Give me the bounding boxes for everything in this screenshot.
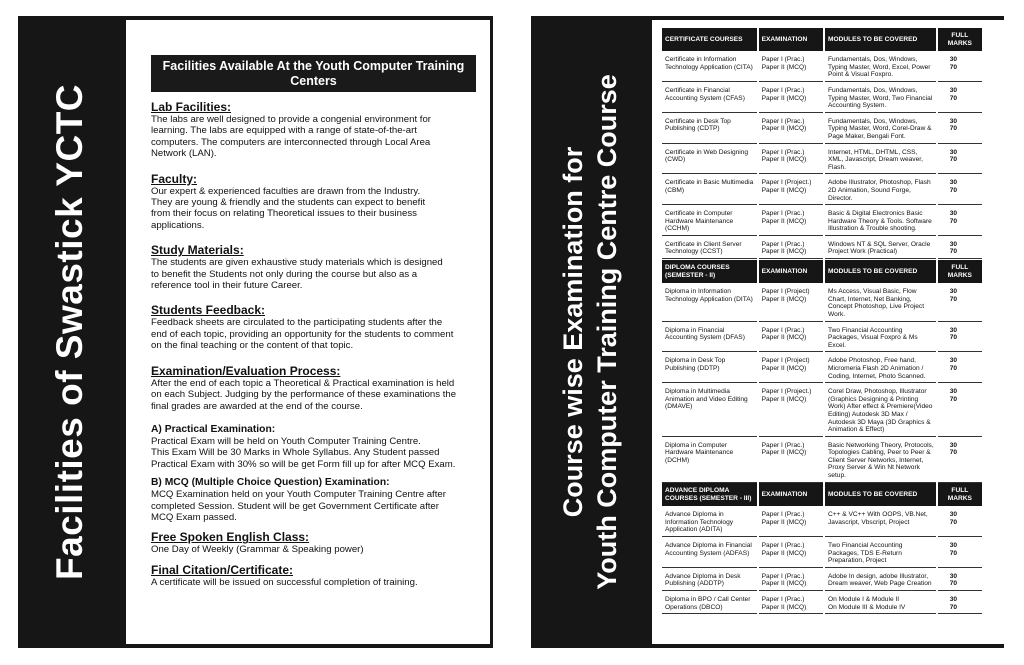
course-name-cell: Certificate in Information Technology Application (CITA) xyxy=(662,53,757,82)
spoken-english-section xyxy=(151,530,472,555)
course-name-cell: Certificate in Computer Hardware Maintenance (CCHM) xyxy=(662,207,757,236)
column-header: FULL MARKS xyxy=(938,260,982,283)
column-header: FULL MARKS xyxy=(938,28,982,51)
examination-cell: Paper I (Prac.) Paper II (MCQ) xyxy=(759,570,823,591)
full-marks-cell: 30 70 xyxy=(938,176,982,205)
certificate-courses-table xyxy=(660,26,984,261)
section-text: Our expert & experienced faculties are drawn from the Industry. They are young & friendly and the students can expect to benefit from their focus on relating Theoretical issues to their business applications. xyxy=(151,185,426,231)
table-row xyxy=(662,593,982,614)
subsection-text: MCQ Examination held on your Youth Computer Training Centre after completed Session. Student will be get Government Certificate after MCQ Exam passed. xyxy=(151,489,446,523)
full-marks-cell: 30 70 xyxy=(938,115,982,144)
facilities-vertical-title-box xyxy=(18,16,123,648)
table-header-row xyxy=(662,28,982,51)
examination-cell: Paper I (Prac.) Paper II (MCQ) xyxy=(759,439,823,483)
course-name-cell: Diploma in BPO / Call Center Operations (DBCO) xyxy=(662,593,757,614)
column-header: DIPLOMA COURSES (SEMESTER - II) xyxy=(662,260,757,283)
course-name-cell: Diploma in Multimedia Animation and Video Editing (DMAVE) xyxy=(662,385,757,437)
examination-cell: Paper I (Project.) Paper II (MCQ) xyxy=(759,385,823,437)
table-header-row xyxy=(662,260,982,283)
modules-cell: Corel Draw, Photoshop, Illustrator (Graphics Designing & Printing Work) After effect & Premiere(Video Editing) Autodesk 3D Max / Autodesk 3D Maya (3D Graphics & Animation & Effect) xyxy=(825,385,936,437)
full-marks-cell: 30 70 xyxy=(938,385,982,437)
course-name-cell: Certificate in Client Server Technology (CCST) xyxy=(662,238,757,259)
examination-cell: Paper I (Prac.) Paper II (MCQ) xyxy=(759,238,823,259)
examination-cell: Paper I (Prac.) Paper II (MCQ) xyxy=(759,146,823,175)
column-header: EXAMINATION xyxy=(759,28,823,51)
course-name-cell: Diploma in Computer Hardware Maintenance (DCHM) xyxy=(662,439,757,483)
course-name-cell: Advance Diploma in Desk Publishing (ADDTP) xyxy=(662,570,757,591)
examination-cell: Paper I (Prac.) Paper II (MCQ) xyxy=(759,508,823,537)
section-text: The labs are well designed to provide a congenial environment for learning. The labs are equipped with a range of state-of-the-art computers. The computers are interconnected through Local Area Network (LAN). xyxy=(151,114,431,160)
course-name-cell: Certificate in Basic Multimedia (CBM) xyxy=(662,176,757,205)
modules-cell: Basic & Digital Electronics Basic Hardware Theory & Tools. Software Illustration & Trouble shooting. xyxy=(825,207,936,236)
full-marks-cell: 30 70 xyxy=(938,238,982,259)
full-marks-cell: 30 70 xyxy=(938,84,982,113)
table-row xyxy=(662,115,982,144)
subsection-text: Practical Exam will be held on Youth Computer Training Centre. This Exam Will be 30 Marks in Whole Syllabus. Any Student passed Practical Exam with 30% so will be get Form fill up for after MCQ Exam. xyxy=(151,435,456,470)
modules-cell: Fundamentals, Dos, Windows, Typing Master, Word, Two Financial Accounting System. xyxy=(825,84,936,113)
course-tables-content xyxy=(652,20,1004,644)
section-text: One Day of Weekly (Grammar & Speaking power) xyxy=(151,544,364,556)
full-marks-cell: 30 70 xyxy=(938,593,982,614)
table-row xyxy=(662,84,982,113)
table-row xyxy=(662,439,982,483)
column-header: MODULES TO BE COVERED xyxy=(825,260,936,283)
course-exam-panel xyxy=(531,16,1004,648)
faculty-section xyxy=(151,172,472,232)
course-name-cell: Diploma in Financial Accounting System (DFAS) xyxy=(662,324,757,353)
facilities-vertical-title: Facilities of Swastick YCTC xyxy=(49,83,91,581)
students-feedback-section xyxy=(151,303,472,351)
course-vertical-title xyxy=(556,74,624,590)
table-row xyxy=(662,508,982,537)
section-heading: Final Citation/Certificate: xyxy=(151,562,294,577)
table-row xyxy=(662,570,982,591)
mcq-exam-section xyxy=(151,477,472,523)
full-marks-cell: 30 70 xyxy=(938,53,982,82)
column-header: FULL MARKS xyxy=(938,483,982,506)
course-vertical-title-box xyxy=(531,16,649,648)
examination-cell: Paper I (Prac.) Paper II (MCQ) xyxy=(759,593,823,614)
examination-cell: Paper I (Project.) Paper II (MCQ) xyxy=(759,176,823,205)
column-header: MODULES TO BE COVERED xyxy=(825,483,936,506)
table-row xyxy=(662,354,982,383)
modules-cell: Fundamentals, Dos, Windows, Typing Master, Word, Excel, Power Point & Visual Foxpro. xyxy=(825,53,936,82)
table-row xyxy=(662,146,982,175)
course-name-cell: Certificate in Financial Accounting System (CFAS) xyxy=(662,84,757,113)
section-heading: Study Materials: xyxy=(151,243,244,258)
modules-cell: Basic Networking Theory, Protocols, Topologies Cabling, Peer to Peer & Client Server Networks, Internet, Proxy Server & Win Nt Network setup. xyxy=(825,439,936,483)
section-heading: Free Spoken English Class: xyxy=(151,530,310,545)
course-name-cell: Diploma in Information Technology Application (DITA) xyxy=(662,285,757,321)
examination-cell: Paper I (Project) Paper II (MCQ) xyxy=(759,354,823,383)
full-marks-cell: 30 70 xyxy=(938,324,982,353)
practical-exam-section xyxy=(151,424,472,470)
table-row xyxy=(662,207,982,236)
full-marks-cell: 30 70 xyxy=(938,508,982,537)
modules-cell: Ms Access, Visual Basic, Flow Chart, Internet, Net Banking, Concept Photoshop, Live Project Work. xyxy=(825,285,936,321)
section-text: A certificate will be issued on successful completion of training. xyxy=(151,576,418,588)
course-name-cell: Advance Diploma in Financial Accounting System (ADFAS) xyxy=(662,539,757,568)
column-header: EXAMINATION xyxy=(759,260,823,283)
course-vertical-title-line-1: Course wise Examination for xyxy=(558,146,588,518)
section-heading: Students Feedback: xyxy=(151,303,266,318)
full-marks-cell: 30 70 xyxy=(938,146,982,175)
modules-cell: Adobe In design, adobe Illustrator, Dream weaver, Web Page Creation xyxy=(825,570,936,591)
examination-cell: Paper I (Prac.) Paper II (MCQ) xyxy=(759,84,823,113)
column-header: ADVANCE DIPLOMA COURSES (SEMESTER - III) xyxy=(662,483,757,506)
full-marks-cell: 30 70 xyxy=(938,354,982,383)
subsection-heading: B) MCQ (Multiple Choice Question) Examination: xyxy=(151,477,390,489)
full-marks-cell: 30 70 xyxy=(938,539,982,568)
table-row xyxy=(662,324,982,353)
section-text: Feedback sheets are circulated to the participating students after the end of each topic, providing an opportunity for the students to comment on the final teaching or the content of that topic. xyxy=(151,317,454,352)
course-name-cell: Certificate in Web Designing (CWD) xyxy=(662,146,757,175)
table-row xyxy=(662,539,982,568)
full-marks-cell: 30 70 xyxy=(938,285,982,321)
section-text: After the end of each topic a Theoretical & Practical examination is held on each Subject. Judging by the performance of these examinations the final grades are awarded at the end of the course. xyxy=(151,377,457,412)
facilities-content xyxy=(126,20,490,644)
facilities-header: Facilities Available At the Youth Computer Training Centers xyxy=(151,55,476,92)
examination-cell: Paper I (Project) Paper II (MCQ) xyxy=(759,285,823,321)
section-text: The students are given exhaustive study materials which is designed to benefit the Students not only during the course but also as a reference tool in their future Career. xyxy=(151,257,443,292)
modules-cell: Two Financial Accounting Packages, TDS E-Return Preparation, Project xyxy=(825,539,936,568)
section-heading: Lab Facilities: xyxy=(151,100,232,114)
examination-section xyxy=(151,364,472,412)
full-marks-cell: 30 70 xyxy=(938,570,982,591)
modules-cell: On Module I & Module II On Module III & Module IV xyxy=(825,593,936,614)
examination-cell: Paper I (Prac.) Paper II (MCQ) xyxy=(759,115,823,144)
modules-cell: Windows NT & SQL Server, Oracle Project Work (Practical) xyxy=(825,238,936,259)
modules-cell: Internet, HTML, DHTML, CSS, XML, Javascript, Dream weaver, Flash. xyxy=(825,146,936,175)
facilities-sections xyxy=(126,92,490,588)
advance-diploma-courses-table xyxy=(660,481,984,616)
modules-cell: Adobe Photoshop, Free hand, Micromeria Flash 2D Animation / Coding, Internet, Photo Scanned. xyxy=(825,354,936,383)
course-name-cell: Certificate in Desk Top Publishing (CDTP) xyxy=(662,115,757,144)
modules-cell: Two Financial Accounting Packages, Visual Foxpro & Ms Excel. xyxy=(825,324,936,353)
section-heading: Faculty: xyxy=(151,171,198,186)
full-marks-cell: 30 70 xyxy=(938,207,982,236)
facilities-panel xyxy=(18,16,493,648)
full-marks-cell: 30 70 xyxy=(938,439,982,483)
table-row xyxy=(662,176,982,205)
modules-cell: Adobe Illustrator, Photoshop, Flash 2D Animation, Sound Forge, Director. xyxy=(825,176,936,205)
lab-facilities-section xyxy=(151,100,472,160)
modules-cell: C++ & VC++ With OOPS, VB.Net, Javascript, Vbscript, Project xyxy=(825,508,936,537)
course-vertical-title-line-2: Youth Computer Training Centre Course xyxy=(592,74,622,590)
modules-cell: Fundamentals, Dos, Windows, Typing Master, Word, Corel-Draw & Page Maker, Bengali Font. xyxy=(825,115,936,144)
subsection-heading: A) Practical Examination: xyxy=(151,423,276,435)
final-citation-section xyxy=(151,563,472,588)
column-header: EXAMINATION xyxy=(759,483,823,506)
course-name-cell: Diploma in Desk Top Publishing (DDTP) xyxy=(662,354,757,383)
course-name-cell: Advance Diploma in Information Technology Application (ADITA) xyxy=(662,508,757,537)
table-header-row xyxy=(662,483,982,506)
table-row xyxy=(662,285,982,321)
table-row xyxy=(662,385,982,437)
table-row xyxy=(662,238,982,259)
column-header: MODULES TO BE COVERED xyxy=(825,28,936,51)
examination-cell: Paper I (Prac.) Paper II (MCQ) xyxy=(759,539,823,568)
table-row xyxy=(662,53,982,82)
examination-cell: Paper I (Prac.) Paper II (MCQ) xyxy=(759,207,823,236)
diploma-courses-table xyxy=(660,258,984,485)
section-heading: Examination/Evaluation Process: xyxy=(151,363,341,378)
column-header: CERTIFICATE COURSES xyxy=(662,28,757,51)
examination-cell: Paper I (Prac.) Paper II (MCQ) xyxy=(759,324,823,353)
examination-cell: Paper I (Prac.) Paper II (MCQ) xyxy=(759,53,823,82)
study-materials-section xyxy=(151,243,472,291)
